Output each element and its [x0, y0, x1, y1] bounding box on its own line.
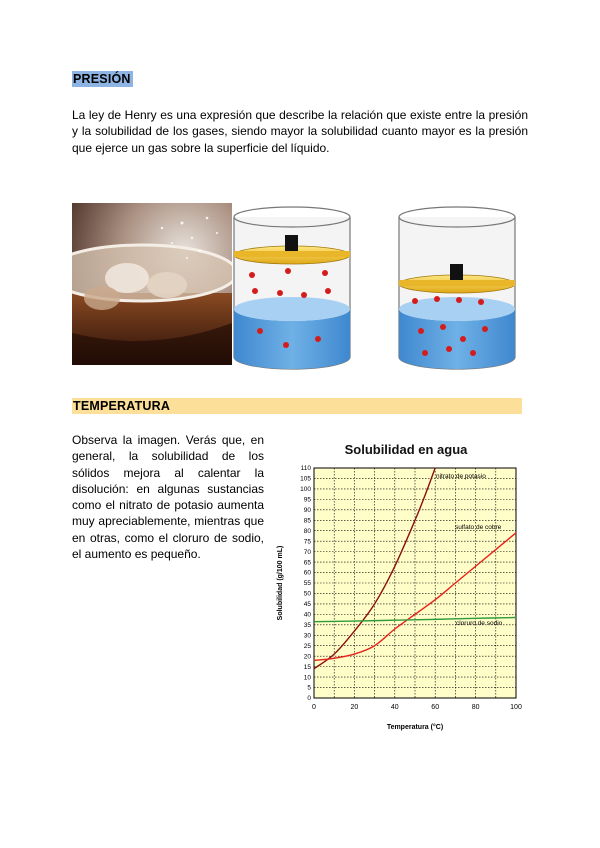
y-tick-label: 50	[303, 590, 311, 598]
y-tick-label: 80	[303, 527, 311, 535]
solubility-chart	[270, 433, 532, 738]
y-tick-label: 70	[303, 548, 311, 556]
temperatura-paragraph: Observa la imagen. Verás que, en general, la solubilidad de los sólidos mejora al calentar la disolución: en algunas sustancias como el nitrato de potasio aumenta muy apreciablemente, mientras que en otras, como el cloruro de sodio, el aumento es pequeño.	[72, 433, 264, 562]
y-tick-label: 25	[303, 642, 311, 650]
y-tick-label: 85	[303, 517, 311, 525]
y-tick-label: 40	[303, 611, 311, 619]
cylinder-high-pressure	[395, 205, 519, 375]
presion-paragraph: La ley de Henry es una expresión que describe la relación que existe entre la presión y la solubilidad de los gases, siendo mayor la solubilidad cuanto mayor es la presión que ejerce un gas sobre la superficie del líquido.	[72, 108, 528, 155]
y-tick-label: 90	[303, 507, 311, 515]
series-label-cloruro: cloruro de sodio	[456, 620, 503, 627]
series-label-nitrato: nitrato de potasio	[436, 473, 486, 480]
y-tick-label: 65	[303, 559, 311, 567]
y-tick-label: 105	[300, 475, 311, 483]
y-axis-label: Solubilidad (g/100 mL)	[277, 545, 284, 621]
x-tick-label: 0	[312, 704, 316, 711]
y-axis-ticks	[300, 465, 311, 702]
series-label-sulfato: sulfato de cobre	[455, 524, 502, 531]
presion-heading: PRESIÓN	[72, 71, 133, 87]
y-tick-label: 10	[303, 674, 311, 682]
x-axis-ticks	[312, 704, 522, 711]
y-tick-label: 110	[300, 465, 311, 473]
x-tick-label: 20	[350, 704, 359, 711]
x-tick-label: 100	[510, 704, 522, 711]
y-tick-label: 20	[303, 653, 311, 661]
y-tick-label: 45	[303, 601, 311, 609]
y-tick-label: 30	[303, 632, 311, 640]
x-tick-label: 40	[390, 704, 399, 711]
y-tick-label: 15	[303, 663, 311, 671]
y-tick-label: 35	[303, 622, 311, 630]
y-tick-label: 5	[307, 684, 311, 692]
soda-glass-photo	[72, 203, 232, 365]
temperatura-heading: TEMPERATURA	[72, 398, 522, 414]
y-tick-label: 75	[303, 538, 311, 546]
chart-title: Solubilidad en agua	[344, 442, 468, 457]
y-tick-label: 0	[307, 695, 311, 703]
x-axis-label: Temperatura (°C)	[386, 724, 444, 731]
y-tick-label: 60	[303, 569, 311, 577]
x-tick-label: 80	[471, 704, 480, 711]
y-tick-label: 100	[300, 486, 311, 494]
cylinder-low-pressure	[230, 205, 354, 375]
y-tick-label: 55	[303, 580, 311, 588]
x-tick-label: 60	[431, 704, 440, 711]
y-tick-label: 95	[303, 496, 311, 504]
